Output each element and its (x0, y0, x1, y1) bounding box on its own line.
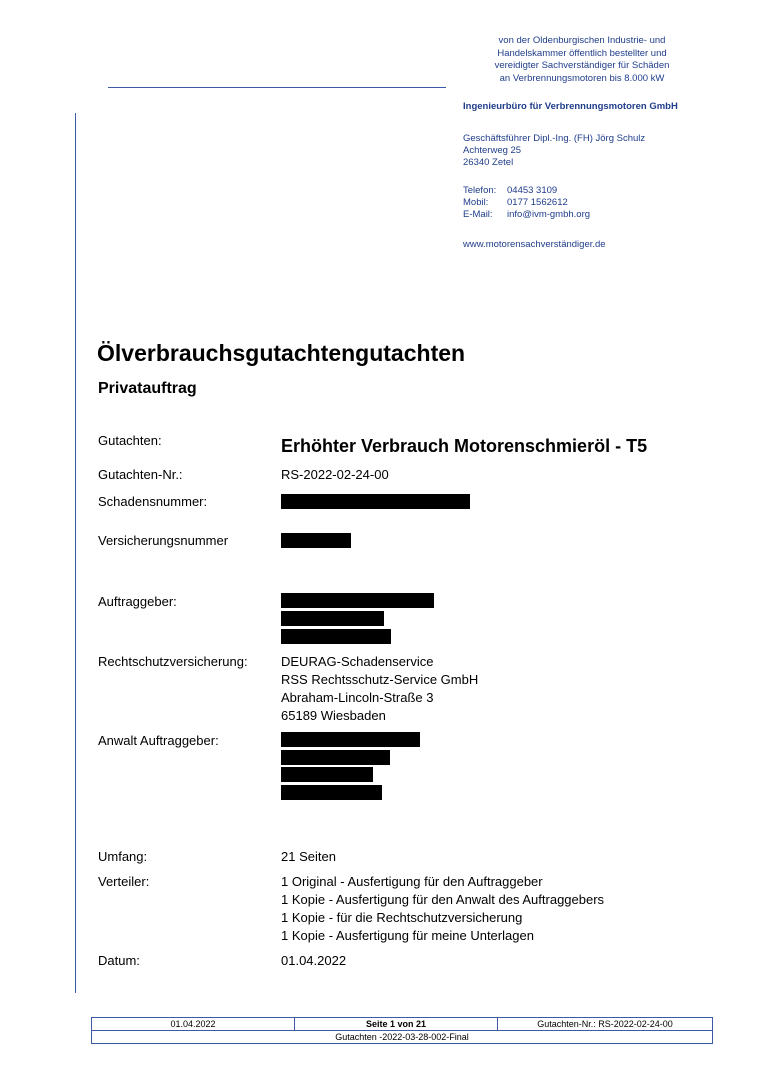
anwalt-label: Anwalt Auftraggeber: (98, 733, 219, 748)
redaction-bar (281, 611, 384, 626)
redaction-bar (281, 785, 382, 800)
redaction-bar (281, 533, 351, 548)
redaction-bar (281, 750, 390, 765)
manager-line: Geschäftsführer Dipl.-Ing. (FH) Jörg Schulz (463, 133, 646, 144)
redaction-bar (281, 767, 373, 782)
redaction-bar (281, 732, 420, 747)
umfang-label: Umfang: (98, 849, 148, 864)
phone-row (463, 185, 590, 197)
rechtsschutz-label: Rechtschutzversicherung: (98, 654, 248, 669)
page-subtitle: Privatauftrag (98, 380, 197, 397)
verteiler-item: 1 Kopie - Ausfertigung für den Anwalt des Auftraggebers (281, 892, 605, 907)
street-line: Achterweg 25 (463, 145, 522, 156)
redaction-bar (281, 593, 434, 608)
email-label: E-Mail: (463, 209, 493, 220)
phone-value: 04453 3109 (507, 185, 558, 196)
company-address (463, 133, 645, 169)
rechtsschutz-address (281, 653, 478, 725)
mobile-value: 0177 1562612 (507, 197, 568, 208)
verteiler-item: 1 Original - Ausfertigung für den Auftraggeber (281, 874, 543, 889)
certification-text (444, 35, 720, 85)
address-line: RSS Rechtsschutz-Service GmbH (281, 672, 479, 687)
verteiler-label: Verteiler: (98, 874, 150, 889)
certification-line: von der Oldenburgischen Industrie- und (498, 35, 666, 46)
footer-ref: Gutachten-Nr.: RS-2022-02-24-00 (498, 1018, 713, 1031)
datum-label: Datum: (98, 953, 140, 968)
auftraggeber-label: Auftraggeber: (98, 594, 177, 609)
margin-rule (75, 113, 76, 993)
contact-block (463, 185, 590, 221)
redaction-bar (281, 494, 470, 509)
certification-line: vereidigter Sachverständiger für Schäden (494, 60, 670, 71)
company-name: Ingenieurbüro für Verbrennungsmotoren GmbH (463, 101, 678, 112)
certification-line: Handelskammer öffentlich bestellter und (497, 47, 667, 59)
versicherungsnummer-label: Versicherungsnummer (98, 533, 229, 548)
footer-date: 01.04.2022 (92, 1018, 295, 1031)
verteiler-item: 1 Kopie - für die Rechtschutzversicherung (281, 910, 523, 925)
page-title: Ölverbrauchsgutachtengutachten (97, 340, 466, 366)
mobile-row (463, 197, 590, 209)
address-line: Abraham-Lincoln-Straße 3 (281, 690, 434, 705)
certification-line: an Verbrennungsmotoren bis 8.000 kW (499, 72, 665, 84)
website-link[interactable]: www.motorensachverständiger.de (463, 239, 606, 250)
redaction-bar (281, 629, 391, 644)
gutachten-label: Gutachten: (98, 433, 162, 448)
gutachten-nr-value: RS-2022-02-24-00 (281, 467, 389, 482)
header-rule (108, 87, 446, 88)
page-footer (91, 1017, 713, 1044)
gutachten-value: Erhöhter Verbrauch Motorenschmieröl - T5 (281, 436, 648, 456)
verteiler-item: 1 Kopie - Ausfertigung für meine Unterlagen (281, 928, 534, 943)
schadensnummer-label: Schadensnummer: (98, 494, 208, 509)
umfang-value: 21 Seiten (281, 849, 336, 864)
address-line: DEURAG-Schadenservice (281, 654, 434, 669)
email-row (463, 209, 590, 221)
datum-value: 01.04.2022 (281, 953, 347, 968)
gutachten-nr-label: Gutachten-Nr.: (98, 467, 183, 482)
phone-label: Telefon: (463, 185, 497, 196)
city-line: 26340 Zetel (463, 157, 514, 168)
email-value[interactable]: info@ivm-gmbh.org (507, 209, 591, 220)
address-line: 65189 Wiesbaden (281, 708, 386, 723)
footer-file: Gutachten -2022-03-28-002-Final (92, 1031, 713, 1044)
mobile-label: Mobil: (463, 197, 489, 208)
verteiler-list (281, 873, 604, 945)
footer-page: Seite 1 von 21 (295, 1018, 498, 1031)
